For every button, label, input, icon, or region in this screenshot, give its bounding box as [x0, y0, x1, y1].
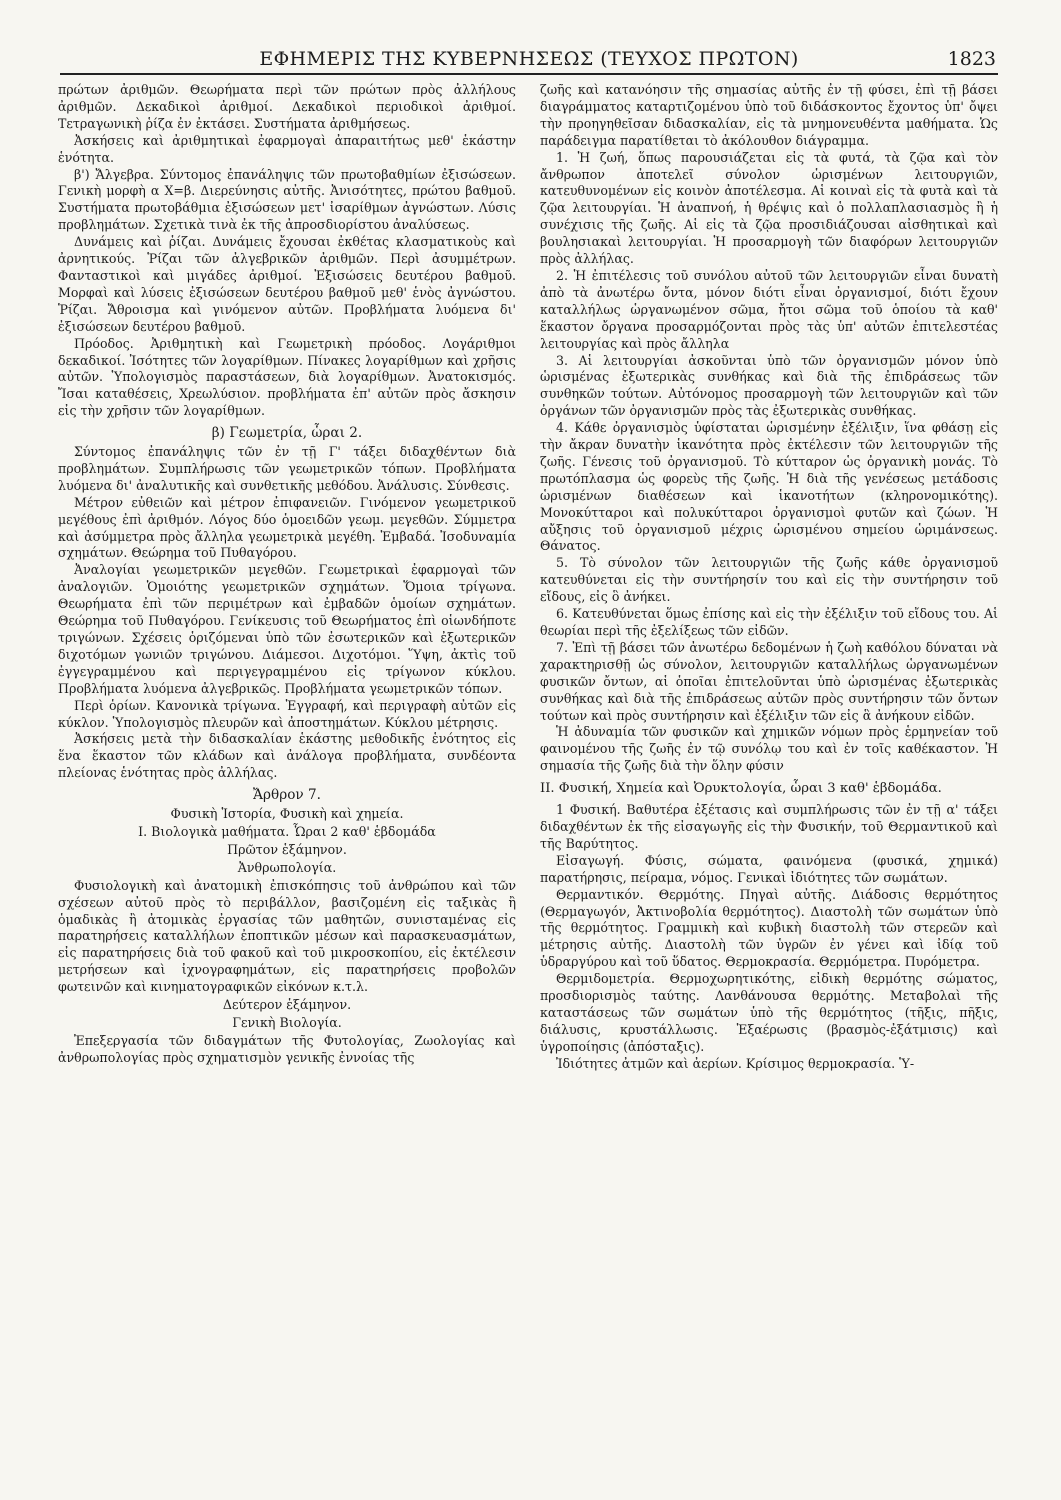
subject-heading: Γενικὴ Βιολογία. — [232, 1014, 342, 1030]
gazette-title: ΕΦΗΜΕΡΙΣ ΤΗΣ ΚΥΒΕΡΝΗΣΕΩΣ (ΤΕΥΧΟΣ ΠΡΩΤΟΝ) — [259, 48, 799, 70]
paragraph: Εἰσαγωγή. Φύσις, σώματα, φαινόμενα (φυσικά, χημικά) παρατήρησις, πείραμα, νόμος. Γενικαὶ ἰδιότητες τῶν σωμάτων. — [540, 852, 998, 885]
article-title: Φυσικὴ Ἱστορία, Φυσικὴ καὶ χημεία. — [170, 806, 404, 822]
left-column — [58, 82, 516, 1067]
paragraph: Ἰδιότητες ἀτμῶν καὶ ἀερίων. Κρίσιμος θερμοκρασία. Ὑ- — [556, 1055, 915, 1071]
paragraph: Ἀναλογίαι γεωμετρικῶν μεγεθῶν. Γεωμετρικαὶ ἐφαρμογαὶ τῶν ἀναλογιῶν. Ὁμοιότης γεωμετρικῶν σχημάτων. Ὅμοια τρίγωνα. Θεωρήματα ἐπὶ τῶν περιμέτρων καὶ ἐμβαδῶν ὁμοίων σχημάτων. Θεώρημα τοῦ Πυθαγόρου. Γενίκευσις τοῦ Θεωρήματος ἐπὶ οἱωνδήποτε τριγώνων. Σχέσεις ὁριζόμεναι ὑπὸ τῶν ἐσωτερικῶν καὶ ἐξωτερικῶν διχοτόμων γωνιῶν τριγώνου. Διάμεσοι. Διχοτόμοι. Ὕψη, ἀκτὶς τοῦ ἐγγεγραμμένου καὶ περιγεγραμμένου εἰς τρίγωνον κύκλου. Προβλήματα λυόμενα ἀλγεβρικῶς. Προβλήματα γεωμετρικῶν τόπων. — [58, 562, 516, 696]
article-heading: Ἄρθρον 7. — [253, 787, 321, 804]
paragraph: 7. Ἐπὶ τῇ βάσει τῶν ἀνωτέρω δεδομένων ἡ ζωὴ καθόλου δύναται νὰ χαρακτηρισθῇ ὡς σύνολον, λειτουργιῶν καταλλήλως ὡργανωμένων φυσικῶν ὄντων, αἱ ὁποῖαι ἐπιτελοῦνται ὑπὸ ὡρισμένας ἐξωτερικὰς συνθήκας καὶ διὰ τῆς ἐπιδράσεως αὐτῶν πρὸς συντήρησιν τῶν ὄντων τούτων καὶ πρὸς συντήρησιν καὶ ἐξέλιξιν τῶν εἰς ἃ ἀνήκουν εἰδῶν. — [540, 639, 998, 723]
paragraph: Θερμαντικόν. Θερμότης. Πηγαὶ αὐτῆς. Διάδοσις θερμότητος (Θερμαγωγόν, Ἀκτινοβολία θερμότητος). Διαστολὴ τῶν σωμάτων ὑπὸ τῆς θερμότητος. Γραμμικὴ καὶ κυβικὴ διαστολὴ τῶν στερεῶν καὶ μέτρησις αὐτῆς. Διαστολὴ τῶν ὑγρῶν ἐν γένει καὶ ἰδίᾳ τοῦ ὑδραργύρου καὶ τοῦ ὕδατος. Θερμοκρασία. Θερμόμετρα. Πυρόμετρα. — [540, 886, 998, 970]
paragraph: Περὶ ὁρίων. Κανονικὰ τρίγωνα. Ἐγγραφή, καὶ περιγραφὴ αὐτῶν εἰς κύκλον. Ὑπολογισμὸς πλευρῶν καὶ ἀποστημάτων. Κύκλου μέτρησις. — [58, 697, 516, 730]
paragraph: 5. Τὸ σύνολον τῶν λειτουργιῶν τῆς ζωῆς κάθε ὀργανισμοῦ κατευθύνεται εἰς τὴν συντήρησίν του καὶ εἰς τὴν συντήρησιν τοῦ εἴδους, εἰς ὃ ἀνήκει. — [540, 555, 998, 605]
paragraph: Ἀσκήσεις καὶ ἀριθμητικαὶ ἐφαρμογαὶ ἀπαραιτήτως μεθ' ἑκάστην ἑνότητα. — [58, 132, 516, 165]
paragraph: 6. Κατευθύνεται ὅμως ἐπίσης καὶ εἰς τὴν ἐξέλιξιν τοῦ εἴδους του. Αἱ θεωρίαι περὶ τῆς ἐξελίξεως τῶν εἰδῶν. — [540, 606, 998, 638]
semester-heading: Πρῶτον ἑξάμηνον. — [227, 841, 347, 857]
paragraph: 3. Αἱ λειτουργίαι ἀσκοῦνται ὑπὸ τῶν ὀργανισμῶν μόνον ὑπὸ ὡρισμένας ἐξωτερικὰς συνθήκας καὶ διὰ τῆς ἐπιδράσεως τῶν συνθηκῶν τούτων. Αὐτόνομος προσαρμογὴ τῶν λειτουργιῶν καὶ τῶν ὀργάνων τῶν ὀργανισμῶν πρὸς τὰς ἐξωτερικὰς συνθήκας. — [540, 352, 998, 419]
paragraph: Δυνάμεις καὶ ῥίζαι. Δυνάμεις ἔχουσαι ἐκθέτας κλασματικοὺς καὶ ἀρνητικούς. Ῥίζαι τῶν ἀλγεβρικῶν ἀριθμῶν. Περὶ ἀσυμμέτρων. Φανταστικοὶ καὶ μιγάδες ἀριθμοί. Ἐξισώσεις δευτέρου βαθμοῦ. Μορφαὶ καὶ λύσεις ἐξισώσεων δευτέρου βαθμοῦ μεθ' ἑνὸς ἀγνώστου. Ῥίζαι. Ἄθροισμα καὶ γινόμενον αὐτῶν. Προβλήματα λυόμενα δι' ἐξισώσεων δευτέρου βαθμοῦ. — [58, 234, 516, 334]
paragraph: πρώτων ἀριθμῶν. Θεωρήματα περὶ τῶν πρώτων πρὸς ἀλλήλους ἀριθμῶν. Δεκαδικοὶ ἀριθμοί. Δεκαδικοὶ περιοδικοὶ ἀριθμοί. Τετραγωνικὴ ῥίζα ἐν ἐκτάσει. Συστήματα ἀριθμήσεως. — [58, 82, 516, 131]
paragraph: Ἡ ἀδυναμία τῶν φυσικῶν καὶ χημικῶν νόμων πρὸς ἑρμηνείαν τοῦ φαινομένου τῆς ζωῆς ἐν τῷ συνόλῳ του καὶ ἐν τοῖς καθέκαστον. Ἡ σημασία τῆς ζωῆς διὰ τὴν ὅλην φύσιν — [540, 724, 998, 774]
paragraph: 2. Ἡ ἐπιτέλεσις τοῦ συνόλου αὐτοῦ τῶν λειτουργιῶν εἶναι δυνατὴ ἀπὸ τὰ ἀνωτέρω ὄντα, μόνον διότι εἶναι ὀργανισμοί, διότι ἔχουν καταλλήλως ὡργανωμένον σῶμα, ἤτοι σῶμα τοῦ ὁποίου τὰ καθ' ἕκαστον ὄργανα προσαρμόζονται πρὸς τὰς ὑπ' αὐτῶν ἐπιτελεστέας λειτουργίας καὶ πρὸς ἄλληλα — [540, 267, 998, 351]
paragraph: Ἐπεξεργασία τῶν διδαγμάτων τῆς Φυτολογίας, Ζωολογίας καὶ ἀνθρωπολογίας πρὸς σχηματισμὸν γενικῆς ἐννοίας τῆς — [58, 1032, 516, 1065]
paragraph: Θερμιδομετρία. Θερμοχωρητικότης, εἰδικὴ θερμότης σώματος, προσδιορισμὸς ταύτης. Λανθάνουσα θερμότης. Μεταβολαὶ τῆς καταστάσεως τῶν σωμάτων ὑπὸ τῆς θερμότητος (τῆξις, πῆξις, διάλυσις, κρυστάλλωσις. Ἐξαέρωσις (βρασμὸς-ἐξάτμισις) καὶ ὑγροποίησις (ἀπόσταξις). — [540, 971, 998, 1054]
semester-heading: Δεύτερον ἑξάμηνον. — [222, 997, 352, 1013]
geometry-heading: β) Γεωμετρία, ὧραι 2. — [211, 425, 363, 442]
paragraph: Φυσιολογικὴ καὶ ἀνατομικὴ ἐπισκόπησις τοῦ ἀνθρώπου καὶ τῶν σχέσεων αὐτοῦ πρὸς τὸ περιβάλλον, βασιζομένη εἰς ταξικὰς ἢ ὁμαδικὰς ἢ ἀτομικὰς ἐργασίας τῶν μαθητῶν, συνισταμένας εἰς παρατηρήσεις καταλλήλων ἐποπτικῶν μέσων καὶ παρασκευασμάτων, εἰς παρατηρήσεις διὰ τοῦ φακοῦ καὶ τοῦ μικροσκοπίου, εἰς ἐκτέλεσιν μετρήσεων καὶ ἰχνογραφημάτων, εἰς παρατηρήσεις προβολῶν φωτεινῶν καὶ κινηματογραφικῶν εἰκόνων κ.τ.λ. — [58, 877, 516, 995]
paragraph: Μέτρον εὐθειῶν καὶ μέτρον ἐπιφανειῶν. Γινόμενον γεωμετρικοῦ μεγέθους ἐπὶ ἀριθμόν. Λόγος δύο ὁμοειδῶν γεωμ. μεγεθῶν. Σύμμετρα καὶ ἀσύμμετρα πρὸς ἄλληλα γεωμετρικὰ μεγέθη. Ἐμβαδά. Ἰσοδυναμία σχημάτων. Θεώρημα τοῦ Πυθαγόρου. — [58, 494, 516, 561]
right-column — [540, 82, 998, 1073]
paragraph: 4. Κάθε ὀργανισμὸς ὑφίσταται ὡρισμένην ἐξέλιξιν, ἵνα φθάσῃ εἰς τὴν ἄκραν δυνατὴν ἱκανότητα πρὸς ἐκτέλεσιν τῶν λειτουργιῶν τῆς ζωῆς. Γένεσις τοῦ ὀργανισμοῦ. Τὸ κύτταρον ὡς ὀργανικὴ μονάς. Τὸ πρωτόπλασμα ὡς φορεὺς τῆς ζωῆς. Ἡ διὰ τῆς γενέσεως μετάδοσις ὡρισμένων διαθέσεων καὶ ἱκανοτήτων (κληρονομικότης). Μονοκύτταροι καὶ πολυκύτταροι ὀργανισμοὶ φυτῶν καὶ ζώων. Ἡ αὔξησις τοῦ ὀργανισμοῦ μέχρις ὡρισμένου σημείου ὡριμάνσεως. Θάνατος. — [540, 420, 998, 554]
paragraph: ζωῆς καὶ κατανόησιν τῆς σημασίας αὐτῆς ἐν τῇ φύσει, ἐπὶ τῇ βάσει διαγράμματος καταρτιζομένου ὑπὸ τοῦ διδάσκοντος ἔχοντος ὑπ' ὄψει τὴν προηγηθεῖσαν διδασκαλίαν, εἰς τὰ μνημονευθέντα μαθήματα. Ὡς παράδειγμα παρατίθεται τὸ ἀκόλουθον διάγραμμα. — [540, 82, 998, 148]
paragraph: 1. Ἡ ζωή, ὅπως παρουσιάζεται εἰς τὰ φυτά, τὰ ζῷα καὶ τὸν ἄνθρωπον ἀποτελεῖ σύνολον ὡρισμένων λειτουργιῶν, κατευθυνομένων εἰς κοινὸν ἀποτέλεσμα. Αἱ κοιναὶ εἰς τὰ φυτὰ καὶ τὰ ζῷα λειτουργίαι. Ἡ ἀναπνοή, ἡ θρέψις καὶ ὁ πολλαπλασιασμὸς ἢ ἡ συνέχισις τῆς ζωῆς. Αἱ εἰς τὰ ζῷα προσιδιάζουσαι αἰσθητικαὶ καὶ βουλησιακαὶ λειτουργίαι. Ἡ προσαρμογὴ τῶν διαφόρων λειτουργιῶν πρὸς ἀλλήλας. — [540, 149, 998, 267]
page-number: 1823 — [947, 48, 996, 70]
section-heading: ΙΙ. Φυσική, Χημεία καὶ Ὀρυκτολογία, ὧραι 3 καθ' ἑβδομάδα. — [540, 781, 942, 797]
section-heading: Ι. Βιολογικὰ μαθήματα. Ὧραι 2 καθ' ἑβδομάδα — [138, 823, 436, 839]
paragraph: Πρόοδος. Ἀριθμητικὴ καὶ Γεωμετρικὴ πρόοδος. Λογάριθμοι δεκαδικοί. Ἰσότητες τῶν λογαρίθμων. Πίνακες λογαρίθμων καὶ χρῆσις αὐτῶν. Ὑπολογισμὸς παραστάσεων, διὰ λογαρίθμων. Ἀνατοκισμός. Ἴσαι καταθέσεις, Χρεωλύσιον. προβλήματα ἐπ' αὐτῶν πρὸς ἄσκησιν εἰς τὴν χρῆσιν τῶν λογαρίθμων. — [58, 335, 516, 419]
paragraph: Σύντομος ἐπανάληψις τῶν ἐν τῇ Γ' τάξει διδαχθέντων διὰ προβλημάτων. Συμπλήρωσις τῶν γεωμετρικῶν τόπων. Προβλήματα λυόμενα δι' ἀναλυτικῆς καὶ συνθετικῆς μεθόδου. Ἀνάλυσις. Σύνθεσις. — [58, 444, 516, 493]
header-rule — [60, 73, 998, 75]
paragraph: β') Ἄλγεβρα. Σύντομος ἐπανάληψις τῶν πρωτοβαθμίων ἐξισώσεων. Γενικὴ μορφὴ α Χ=β. Διερεύνησις αὐτῆς. Ἀνισότητες, πρώτου βαθμοῦ. Συστήματα πρωτοβάθμια ἐξισώσεων μετ' ἰσαρίθμων ἀγνώστων. Λύσις προβλημάτων. Σχετικὰ τινὰ ἐκ τῆς ἀπροσδιορίστου ἀναλύσεως. — [58, 166, 516, 233]
page-header — [62, 44, 996, 74]
paragraph: Ἀσκήσεις μετὰ τὴν διδασκαλίαν ἑκάστης μεθοδικῆς ἑνότητος εἰς ἕνα ἕκαστον τῶν κλάδων καὶ ἀνάλογα προβλήματα, συνδέοντα πλείονας ἑνότητας πρὸς ἀλλήλας. — [58, 731, 516, 781]
paragraph: 1 Φυσική. Βαθυτέρα ἐξέτασις καὶ συμπλήρωσις τῶν ἐν τῇ α' τάξει διδαχθέντων ἐκ τῆς εἰσαγωγῆς εἰς τὴν Φυσικήν, τοῦ Θερμαντικοῦ καὶ τῆς Βαρύτητος. — [540, 802, 998, 851]
subject-heading: Ἀνθρωπολογία. — [237, 859, 337, 875]
